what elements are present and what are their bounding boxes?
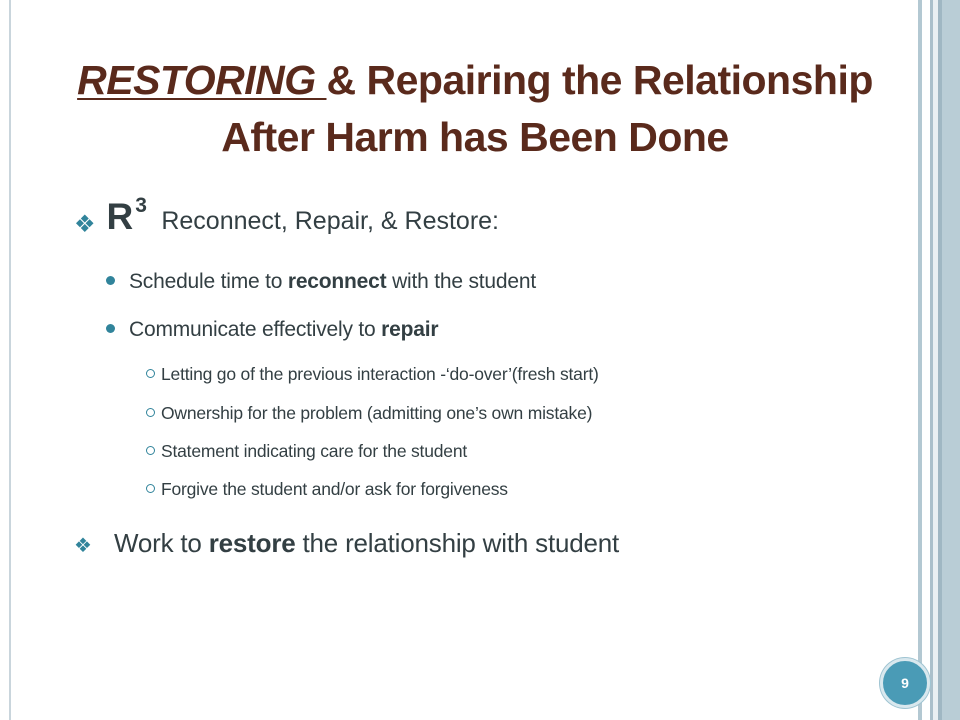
sub-list-item: Forgive the student and/or ask for forgiveness — [146, 479, 508, 500]
ring-bullet-icon — [146, 408, 155, 417]
list-item: Communicate effectively to repair — [106, 318, 438, 342]
title-line-1-rest: & Repairing the Relationship — [326, 57, 873, 103]
slide-title — [30, 52, 920, 166]
page-number-badge: 9 — [880, 658, 930, 708]
decor-stripe — [942, 0, 960, 720]
r3-label — [106, 193, 147, 237]
r3-superscript: 3 — [135, 193, 147, 217]
sub-list-item: Letting go of the previous interaction -‘do-over’(fresh start) — [146, 364, 599, 385]
list-item: Schedule time to reconnect with the student — [106, 270, 536, 294]
r3-letter: R — [106, 196, 134, 237]
title-line-1 — [30, 52, 920, 109]
ring-bullet-icon — [146, 369, 155, 378]
restore-bullet: ❖ Work to restore the relationship with student — [74, 528, 620, 558]
decor-stripe — [922, 0, 930, 720]
title-emphasis: RESTORING — [77, 57, 327, 103]
sub-list-item: Statement indicating care for the student — [146, 441, 467, 462]
dot-bullet-icon — [106, 324, 115, 333]
ring-bullet-icon — [146, 484, 155, 493]
dot-bullet-icon — [106, 276, 115, 285]
left-border-line — [9, 0, 11, 720]
r3-text: Reconnect, Repair, & Restore: — [161, 207, 499, 235]
ring-bullet-icon — [146, 446, 155, 455]
title-line-2: After Harm has Been Done — [221, 114, 729, 160]
sub-list-item: Ownership for the problem (admitting one’s own mistake) — [146, 403, 592, 424]
r3-bullet — [74, 193, 499, 239]
diamond-bullet-icon: ❖ — [74, 534, 92, 557]
diamond-bullet-icon: ❖ — [74, 211, 96, 239]
